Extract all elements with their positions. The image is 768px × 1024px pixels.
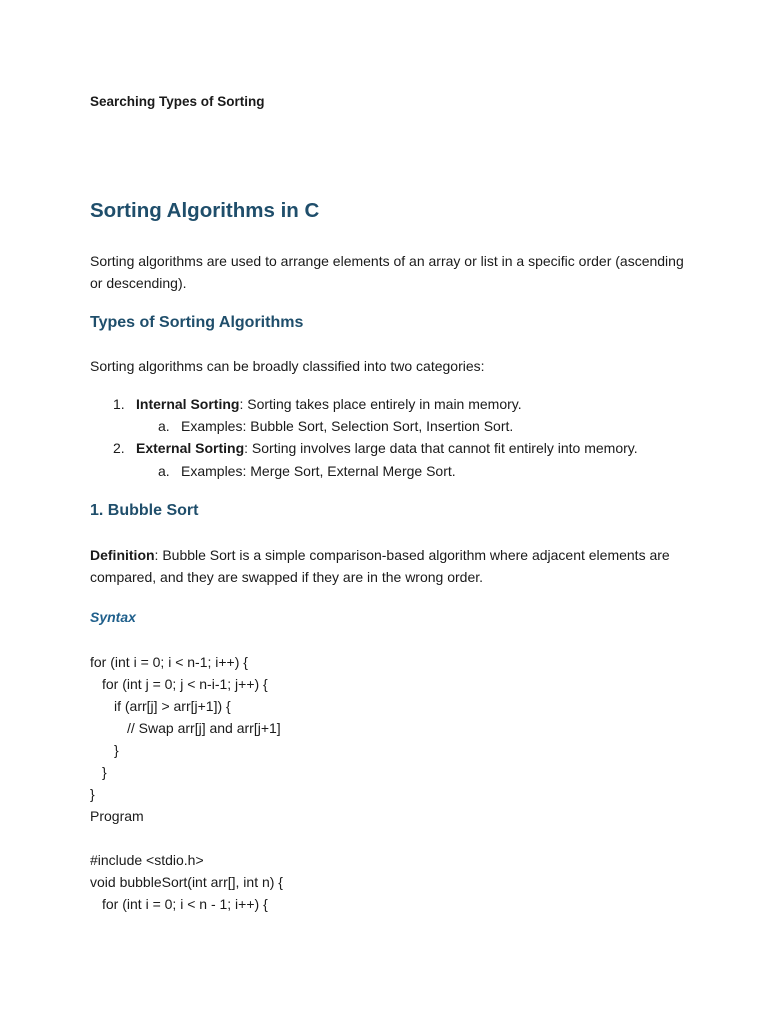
syntax-label: Syntax: [90, 609, 136, 625]
code-line-text: for (int j = 0; j < n-i-1; j++) {: [102, 676, 268, 692]
sub-list-item: [158, 415, 513, 437]
sub-list-text: Examples: Merge Sort, External Merge Sort.: [181, 463, 456, 479]
code-line: [114, 739, 119, 761]
intro-paragraph: Sorting algorithms are used to arrange elements of an array or list in a specific order (ascending or descending).: [90, 253, 684, 291]
page-title: Sorting Algorithms in C: [90, 199, 320, 222]
code-line: [102, 673, 268, 695]
code-line: for (int i = 0; i < n-1; i++) {: [90, 654, 248, 670]
sub-list-text: Examples: Bubble Sort, Selection Sort, Insertion Sort.: [181, 418, 514, 434]
sub-list-item: [158, 460, 456, 482]
code-line-text: // Swap arr[j] and arr[j+1]: [127, 720, 281, 736]
code-line: void bubbleSort(int arr[], int n) {: [90, 874, 283, 890]
definition-text: : Bubble Sort is a simple comparison-based algorithm where adjacent elements are compared, and they are swapped if they are in the wrong order.: [90, 547, 670, 585]
code-line: Program: [90, 808, 144, 824]
definition-paragraph: [90, 544, 680, 588]
code-line-text: if (arr[j] > arr[j+1]) {: [114, 698, 231, 714]
list-number: 1.: [113, 396, 125, 412]
code-line: #include <stdio.h>: [90, 852, 204, 868]
list-description: : Sorting involves large data that cannot fit entirely into memory.: [244, 440, 638, 456]
definition-term: Definition: [90, 547, 155, 563]
list-description: : Sorting takes place entirely in main memory.: [239, 396, 522, 412]
list-number: 2.: [113, 440, 125, 456]
code-line: [127, 717, 281, 739]
list-term: External Sorting: [136, 440, 245, 456]
list-item: [113, 393, 522, 415]
sub-list-letter: a.: [158, 418, 170, 434]
list-item: [113, 437, 638, 459]
sub-list-letter: a.: [158, 463, 170, 479]
list-term: Internal Sorting: [136, 396, 240, 412]
code-line: [102, 893, 268, 915]
code-line: [102, 761, 107, 783]
code-line-text: }: [102, 764, 107, 780]
code-line: [114, 695, 231, 717]
code-line-text: }: [114, 742, 119, 758]
bubble-sort-heading: 1. Bubble Sort: [90, 502, 199, 519]
header-note: Searching Types of Sorting: [90, 94, 265, 109]
types-heading: Types of Sorting Algorithms: [90, 314, 304, 331]
code-line: }: [90, 786, 95, 802]
code-line-text: for (int i = 0; i < n - 1; i++) {: [102, 896, 268, 912]
types-intro: Sorting algorithms can be broadly classified into two categories:: [90, 358, 485, 374]
